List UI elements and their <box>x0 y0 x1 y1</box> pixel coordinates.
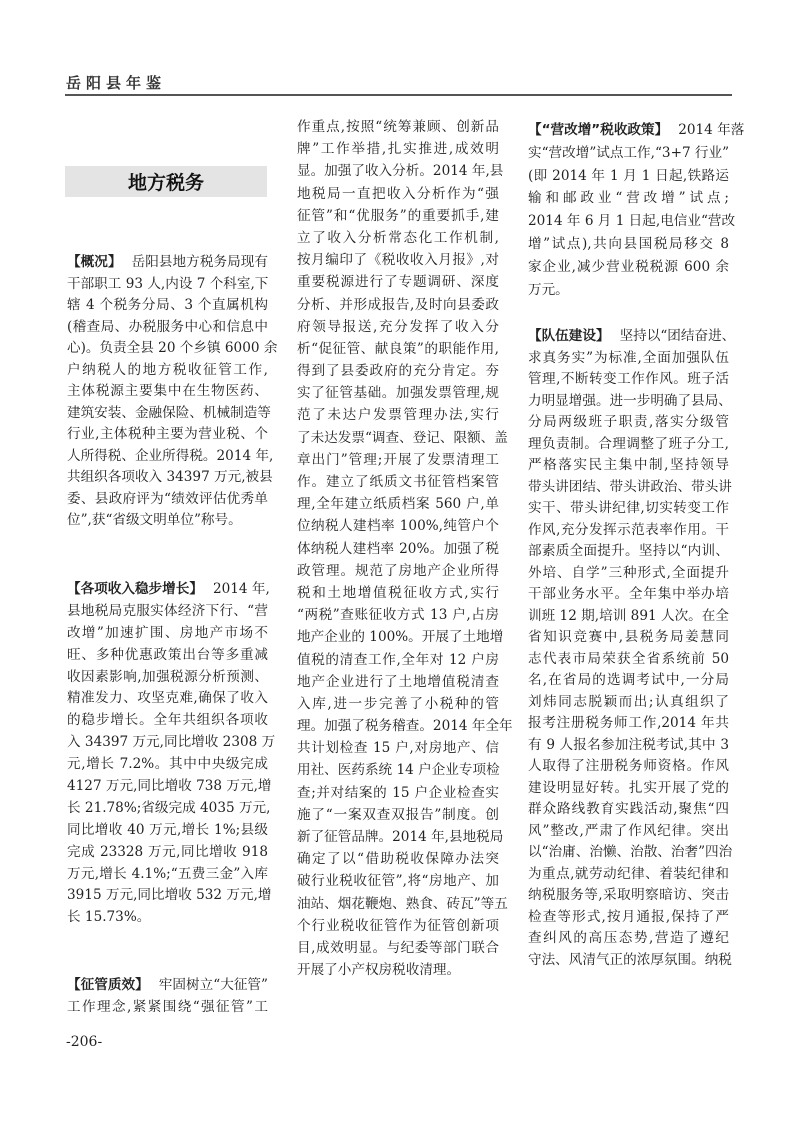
text-line: 增”试点),共向县国税局移交 8 <box>528 235 729 252</box>
text-line: 心)。负责全县 20 个乡镇 6000 余 <box>67 340 278 356</box>
text-line: 旺、多种优惠政策出台等多重减 <box>67 646 268 663</box>
text-line: 重要税源进行了专题调研、深度 <box>297 274 499 291</box>
text-line: 人取得了注册税务师资格。作风 <box>528 758 729 774</box>
text-line: 主体税源主要集中在生物医药、 <box>67 383 268 399</box>
text-line: 风”整改,严肃了作风纪律。突出 <box>528 822 729 839</box>
text-line: 实了征管基础。加强发票管理,规 <box>297 385 499 402</box>
text-line: 共组织各项收入 34397 万元,被县 <box>67 469 273 485</box>
text-line: 辖 4 个税务分局、3 个直属机构 <box>67 297 268 313</box>
paragraph-heading: 【队伍建设】 <box>528 328 610 344</box>
text-line: 长 15.73%。 <box>67 909 151 926</box>
text-line: 体纳税人建档率 20%。加强了税 <box>297 540 499 557</box>
text-line: 元,增长 7.2%。其中中央级完成 <box>67 756 268 773</box>
text-run: 岳阳县地方税务局现有 <box>131 254 269 270</box>
text-line: 入库,进一步完善了小税种的管 <box>297 695 499 712</box>
text-line: 位纳税人建档率 100%,纯管户个 <box>297 518 499 535</box>
text-line: 按月编印了《税收收入月报》,对 <box>297 252 499 269</box>
paragraph <box>528 326 736 971</box>
text-line: 个行业税收征管作为征管创新项 <box>297 917 499 934</box>
text-line: 税和土地增值税征收方式,实行 <box>297 584 499 601</box>
text-line: 长 21.78%;省级完成 4035 万元, <box>67 799 271 816</box>
text-line: 输和邮政业“营改增”试点; <box>528 190 729 207</box>
text-line: 了未达发票“调查、登记、限额、盖 <box>297 429 508 446</box>
text-line: 检查等形式,按月通报,保持了严 <box>528 908 729 925</box>
text-line <box>67 579 268 601</box>
text-line: 新了征管品牌。2014 年,县地税局 <box>297 829 504 845</box>
text-line: 分局两级班子职责,落实分级管 <box>528 414 729 430</box>
text-line: 户纳税人的地方税收征管工作, <box>67 361 268 378</box>
text-line: 地税局一直把收入分析作为“强 <box>297 185 499 202</box>
text-line: 建筑安装、金融保险、机械制造等 <box>67 404 271 421</box>
running-head: 岳阳县年鉴 <box>66 74 167 92</box>
text-line: 完成 23328 万元,同比增收 918 <box>67 843 268 860</box>
text-line: 家企业,减少营业税税源 600 余 <box>528 258 729 275</box>
text-line <box>67 252 268 274</box>
text-line: 目,成效明显。与纪委等部门联合 <box>297 939 499 956</box>
text-line: 为重点,就劳动纪律、着装纪律和 <box>528 865 729 882</box>
text-line: 范了未达户发票管理办法,实行 <box>297 407 499 424</box>
text-line: 守法、风清气正的浓厚氛围。纳税 <box>528 951 732 968</box>
paragraph <box>67 252 278 532</box>
text-line: 刘炜同志脱颖而出;认真组织了 <box>528 693 729 710</box>
text-line: 值税的清查工作,全年对 12 户房 <box>297 651 499 668</box>
text-line <box>67 974 268 996</box>
text-line: 收因素影响,加强税源分析预测、 <box>67 668 268 685</box>
text-line: 油站、烟花鞭炮、熟食、砖瓦”等五 <box>297 895 508 912</box>
text-line: 万元。 <box>528 281 569 298</box>
text-line: 府领导报送,充分发挥了收入分 <box>297 318 499 335</box>
text-line: 外培、自学”三种形式,全面提升 <box>528 564 729 581</box>
text-line: 训班 12 期,培训 891 人次。在全 <box>528 607 729 624</box>
text-line: 入 34397 万元,同比增收 2308 万 <box>67 734 276 751</box>
paragraph <box>528 119 745 301</box>
paragraph-heading: 【“营改增”税收政策】 <box>528 122 669 138</box>
text-line: 立了收入分析常态化工作机制, <box>297 229 499 246</box>
paragraph <box>67 974 268 1018</box>
text-line: 部素质全面提升。坚持以“内训、 <box>528 543 729 559</box>
text-line: “两税”查账征收方式 13 户,占房 <box>297 607 499 624</box>
text-line: 以“治庸、治懒、治散、治奢”四治 <box>528 844 733 860</box>
text-line: 政管理。规范了房地产企业所得 <box>297 562 499 579</box>
text-line: 万元,增长 4.1%;“五费三金”入库 <box>67 865 268 882</box>
text-line: 严格落实民主集中制,坚持领导 <box>528 457 729 473</box>
text-line: 县地税局克服实体经济下行、“营 <box>67 602 268 619</box>
text-line: 4127 万元,同比增收 738 万元,增 <box>67 778 272 795</box>
text-line: 建设明显好转。扎实开展了党的 <box>528 779 729 796</box>
text-line: 用社、医药系统 14 户企业专项检 <box>297 762 500 779</box>
text-line: 理。加强了税务稽查。2014 年全年 <box>297 718 513 735</box>
text-line: 委、县政府评为“绩效评估优秀单 <box>67 490 268 507</box>
text-line: 确定了以“借助税收保障办法突 <box>297 851 499 868</box>
text-line: 群众路线教育实践活动,聚焦“四 <box>528 801 729 817</box>
text-line: 实干、带头讲纪律,切实转变工作 <box>528 500 729 516</box>
text-line <box>528 326 736 348</box>
paragraph <box>67 579 276 929</box>
text-line: 带头讲团结、带头讲政治、带头讲 <box>528 478 732 495</box>
text-line: 理负责制。合理调整了班子分工, <box>528 435 729 452</box>
text-line: 精准发力、攻坚克难,确保了收入 <box>67 690 268 707</box>
text-line: 干部职工 93 人,内设 7 个科室,下 <box>67 275 269 292</box>
text-line: 工作理念,紧紧围绕“强征管”工 <box>67 999 268 1015</box>
paragraph <box>297 116 513 981</box>
text-line: 共计划检查 15 户,对房地产、信 <box>297 740 499 757</box>
text-line: 分析、并形成报告,及时向县委政 <box>297 296 499 313</box>
text-line: 地产企业的 100%。开展了土地增 <box>297 629 504 646</box>
paragraph-heading: 【概况】 <box>67 254 122 270</box>
text-line: 志代表市局荣获全省系统前 50 <box>528 650 729 667</box>
text-line: 章出门”管理;开展了发票清理工 <box>297 451 499 468</box>
text-line: (即 2014 年 1 月 1 日起,铁路运 <box>528 167 729 184</box>
text-line: 征管”和“优服务”的重要抓手,建 <box>297 207 499 224</box>
text-line: 3915 万元,同比增收 532 万元,增 <box>67 887 272 904</box>
text-line: 作风,充分发挥示范表率作用。干 <box>528 521 729 538</box>
paragraph-heading: 【各项收入稳步增长】 <box>67 581 203 597</box>
text-line: 查纠风的高压态势,营造了遵纪 <box>528 930 729 946</box>
text-run: 2014 年落 <box>678 122 745 138</box>
text-run: 2014 年, <box>212 581 270 597</box>
text-line: 管理,不断转变工作作风。班子活 <box>528 371 729 387</box>
text-line: 有 9 人报名参加注税考试,其中 3 <box>528 736 729 753</box>
section-title: 地方税务 <box>65 166 267 197</box>
text-line: 2014 年 6 月 1 日起,电信业“营改 <box>528 213 736 230</box>
text-line: 实“营改增”试点工作,“3+7 行业” <box>528 144 730 161</box>
text-line: 破行业税收征管”,将“房地产、加 <box>297 873 499 890</box>
text-line: 析“促征管、献良策”的职能作用, <box>297 340 499 357</box>
text-line: 牌”工作举措,扎实推进,成效明 <box>297 141 499 158</box>
paragraph-heading: 【征管质效】 <box>67 977 149 993</box>
text-line: 省知识竞赛中,县税务局姜慧同 <box>528 629 729 645</box>
text-line: 地产企业进行了土地增值税清查 <box>297 673 499 690</box>
text-line: 作重点,按照“统筹兼顾、创新品 <box>297 119 499 135</box>
text-line: 理,全年建立纸质档案 560 户,单 <box>297 496 499 513</box>
text-line: (稽查局、办税服务中心和信息中 <box>67 318 268 335</box>
text-line: 力明显增强。进一步明确了县局、 <box>528 392 732 409</box>
text-line: 显。加强了收入分析。2014 年,县 <box>297 163 504 180</box>
header-rule <box>65 94 732 96</box>
page-number: -206- <box>66 1034 103 1050</box>
text-run: 牢固树立“大征管” <box>158 977 269 993</box>
text-line: 作。建立了纸质文书征管档案管 <box>297 474 499 490</box>
text-line: 位”,获“省级文明单位”称号。 <box>67 512 242 528</box>
text-line: 查;并对结案的 15 户企业检查实 <box>297 784 499 801</box>
text-line: 的稳步增长。全年共组织各项收 <box>67 712 268 729</box>
text-line: 施了“一案双查双报告”制度。创 <box>297 806 499 823</box>
text-line: 开展了小产权房税收清理。 <box>297 962 461 979</box>
text-line: 得到了县委政府的充分肯定。夯 <box>297 363 499 380</box>
text-run: 坚持以“团结奋进、 <box>619 328 736 344</box>
text-line: 干部业务水平。全年集中举办培 <box>528 586 729 602</box>
text-line: 行业,主体税种主要为营业税、个 <box>67 426 268 442</box>
text-line: 名,在省局的选调考试中,一分局 <box>528 672 729 688</box>
text-line <box>528 119 745 142</box>
text-line: 纳税服务等,采取明察暗访、突击 <box>528 887 729 903</box>
text-line: 人所得税、企业所得税。2014 年, <box>67 447 274 464</box>
text-line: 报考注册税务师工作,2014 年共 <box>528 715 729 731</box>
text-line: 同比增收 40 万元,增长 1%;县级 <box>67 821 268 838</box>
text-line: 改增”加速扩围、房地产市场不 <box>67 624 268 641</box>
text-line: 求真务实”为标准,全面加强队伍 <box>528 349 729 366</box>
